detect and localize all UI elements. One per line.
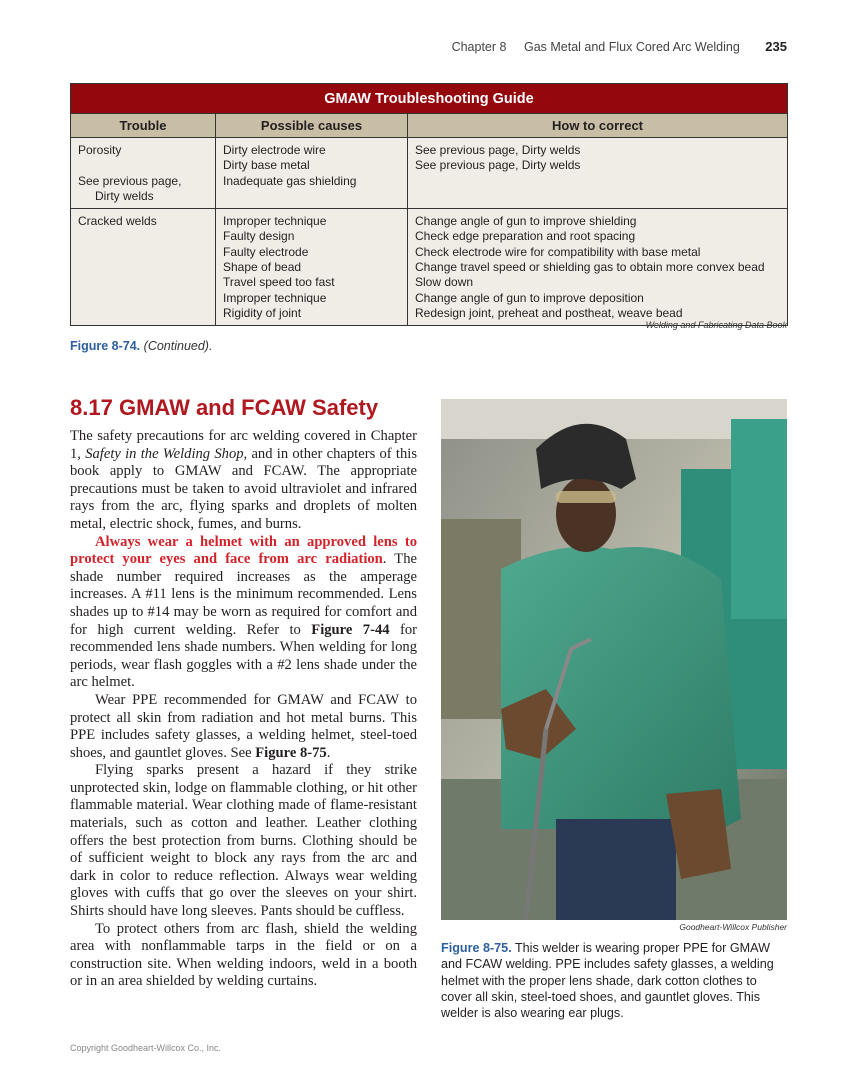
chapter-title: Gas Metal and Flux Cored Arc Welding xyxy=(523,40,740,54)
paragraph: The safety precautions for arc welding covered in Chapter 1, Safety in the Welding Shop, and in other chapters of this book apply to GMAW and FCAW. The appropriate precautions must be taken to avoid ultraviolet and infrared rays from the arc, flying sparks and droplets of molten metal, electric shock, fumes, and burns. xyxy=(70,428,417,532)
photo-credit: Goodheart-Willcox Publisher xyxy=(679,922,787,932)
table-title: GMAW Troubleshooting Guide xyxy=(71,84,788,114)
copyright: Copyright Goodheart-Willcox Co., Inc. xyxy=(70,1043,222,1053)
cell-line xyxy=(78,158,208,173)
cell-line: Inadequate gas shielding xyxy=(223,173,357,188)
cell-line: Dirty electrode wire xyxy=(223,143,326,157)
section-title: GMAW and FCAW Safety xyxy=(118,395,379,420)
cell-line: Slow down xyxy=(415,275,474,290)
figure-caption-text: This welder is wearing proper PPE for GMAW and FCAW welding. PPE includes safety glasses, a welding helmet with the proper lens shade, dark cotton clothes to cover all skin, steel-toed shoes, and gauntlet gloves. This welder is also wearing ear plugs. xyxy=(441,941,774,1021)
cell-line: Faulty design xyxy=(223,229,295,244)
cell-line: Cracked welds xyxy=(78,214,157,229)
cell-line: Shape of bead xyxy=(223,260,302,275)
figure-reference: Figure 7-44 xyxy=(311,621,390,638)
chapter-number: Chapter 8 xyxy=(451,40,507,54)
trouble-cell xyxy=(71,209,216,326)
jacket xyxy=(501,547,741,830)
cell-line: Dirty welds xyxy=(95,188,154,203)
column-header: Possible causes xyxy=(216,114,408,138)
cell-line: Redesign joint, preheat and postheat, weave bead xyxy=(415,305,683,320)
section-heading xyxy=(70,395,378,421)
table-row xyxy=(71,138,788,209)
figure-label: Figure 8-74. xyxy=(70,339,141,353)
table-row xyxy=(71,209,788,326)
cell-line: Travel speed too fast xyxy=(223,275,335,290)
figure-75-caption xyxy=(441,940,787,1021)
table-source: Welding and Fabricating Data Book xyxy=(645,320,787,330)
body-text xyxy=(70,428,417,991)
troubleshooting-table xyxy=(70,83,788,326)
cell-line: Change angle of gun to improve deposition xyxy=(415,290,644,305)
running-header xyxy=(452,39,787,54)
cell-line: Improper technique xyxy=(223,290,327,305)
corrections-cell xyxy=(408,209,788,326)
safety-warning: Always wear a helmet with an approved lens to protect your eyes and face from arc radiation xyxy=(70,533,417,568)
causes-cell xyxy=(216,209,408,326)
cell-line: See previous page, Dirty welds xyxy=(415,143,581,157)
cell-line: See previous page, Dirty welds xyxy=(415,158,581,173)
figure-reference: Figure 8-75 xyxy=(255,744,327,761)
figure-label: Figure 8-75. xyxy=(441,941,512,955)
paragraph: To protect others from arc flash, shield the welding area with nonflammable tarps in the field or on a construction site. When welding indoors, weld in a booth or in an area shielded by welding curtains. xyxy=(70,920,417,990)
corrections-cell xyxy=(408,138,788,209)
cell-line: Rigidity of joint xyxy=(223,305,302,320)
cell-line: Porosity xyxy=(78,143,122,157)
cell-line: Change angle of gun to improve shielding xyxy=(415,214,637,229)
section-number: 8.17 xyxy=(70,395,113,420)
cell-line: Improper technique xyxy=(223,214,327,229)
causes-cell xyxy=(216,138,408,209)
welder-photo xyxy=(441,399,787,920)
cell-line: Check edge preparation and root spacing xyxy=(415,229,636,244)
column-header: How to correct xyxy=(408,114,788,138)
cell-line: See previous page, xyxy=(78,173,182,188)
cell-line: Check electrode wire for compatibility with base metal xyxy=(415,244,701,259)
cell-line: Change travel speed or shielding gas to obtain more convex bead xyxy=(415,260,765,275)
paragraph: Always wear a helmet with an approved lens to protect your eyes and face from arc radiation. The shade number required increases as the amperage increases. A #11 lens is the minimum recommended. Lens shades up to #14 may be worn as required for comfort and for high current welding. Refer to Figure 7-44 for recommended lens shade numbers. When welding for long periods, wear flash goggles with a #2 lens shade under the arc helmet. xyxy=(70,533,417,691)
paragraph: Flying sparks present a hazard if they strike unprotected skin, lodge on flammable clothing, or hit other flammable material. Wear clothing made of flame-resistant materials, such as cotton and leather. Leather clothing offers the best protection from burns. Clothing should be of sufficient weight to block any rays from the arc and dark in color to reduce reflection. Always wear welding gloves with cuffs that go over the sleeves on your shirt. Shirts should have long sleeves. Pants should be cuffless. xyxy=(70,762,417,920)
figure-caption-text: (Continued). xyxy=(143,339,213,353)
page-number: 235 xyxy=(765,39,787,54)
trouble-cell xyxy=(71,138,216,209)
column-header: Trouble xyxy=(71,114,216,138)
cell-line: Faulty electrode xyxy=(223,244,309,259)
cell-line: Dirty base metal xyxy=(223,158,310,173)
figure-74-caption xyxy=(70,339,212,353)
paragraph: Wear PPE recommended for GMAW and FCAW to protect all skin from radiation and hot metal burns. This PPE includes safety glasses, a welding helmet, steel-toed shoes, and gauntlet gloves. See Figure 8-75. xyxy=(70,691,417,761)
